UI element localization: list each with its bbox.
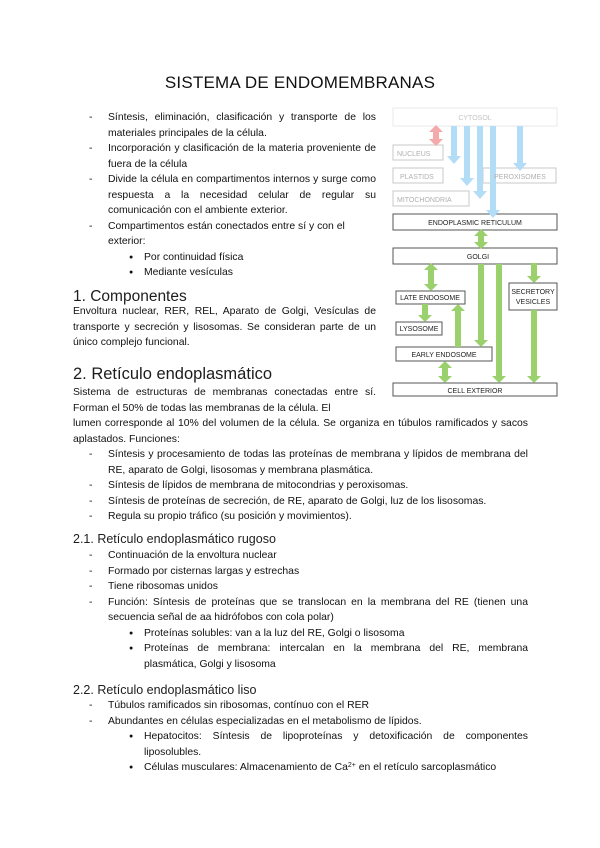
section-body: Sistema de estructuras de membranas conectadas entre sí. Forman el 50% de todas las membranas de la célula. El: [73, 387, 376, 414]
list-item: - Síntesis y procesamiento de todas las proteínas de membrana y lípidos de membrana del RE, aparato de Golgi, lisosomas y membrana plasmática.: [73, 447, 528, 478]
calcium-superscript: 2+: [347, 762, 356, 769]
sub-list-item: ● Por continuidad física: [73, 250, 376, 266]
mitochondria-label: MITOCHONDRIA: [397, 197, 452, 204]
intro-list: [73, 110, 376, 281]
golgi-label: GOLGI: [466, 254, 490, 261]
late-endosome-label: LATE ENDOSOME: [400, 295, 460, 302]
golgi-late-endosome-double-arrow: [424, 263, 438, 291]
green-arrows: [418, 229, 541, 383]
early-endosome-label: EARLY ENDOSOME: [411, 352, 477, 359]
list-item: - Tiene ribosomas unidos: [73, 579, 528, 595]
nucleus-label: NUCLEUS: [397, 151, 431, 158]
golgi-cell-exterior-arrow: [492, 264, 506, 383]
sub-list-item: ● Proteínas solubles: van a la luz del RE, Golgi o lisosoma: [73, 626, 528, 642]
sub-list-item: [73, 760, 528, 776]
cytosol-label: CYTOSOL: [458, 115, 492, 122]
subsection-heading: 2.2. Retículo endoplasmático liso: [73, 683, 257, 697]
function-list: [73, 447, 528, 525]
section-body: Envoltura nuclear, RER, REL, Aparato de Golgi, Vesículas de transporte y secreción y lisosomas. Se consideran parte de un único complejo funcional.: [73, 306, 376, 348]
early-late-endosome-arrow: [451, 304, 465, 347]
cell-exterior-label: CELL EXTERIOR: [447, 388, 503, 395]
exterior-early-endosome-double-arrow: [438, 361, 452, 383]
list-item: - Síntesis de lípidos de membrana de mitocondrias y peroxisomas.: [73, 478, 528, 494]
muscle-text-end: en el retículo sarcoplasmático: [355, 762, 497, 773]
page-title: SISTEMA DE ENDOMEMBRANAS: [164, 73, 436, 92]
list-item: - Función: Síntesis de proteínas que se translocan en la membrana del RE (tienen una secuencia señal de aa hidrófobos con cola polar): [73, 595, 528, 626]
peroxisomes-label: PEROXISOMES: [494, 174, 546, 181]
late-endosome-lysosome-arrow: [418, 304, 432, 322]
list-item: - Compartimentos están conectados entre sí y con el exterior:: [73, 219, 376, 250]
list-item: - Divide la célula en compartimentos internos y surge como respuesta a la necesidad celular de regular su comunicación con el ambiente exterior.: [73, 172, 376, 219]
section-heading: 1. Componentes: [73, 288, 187, 305]
list-item: - Incorporación y clasificación de la materia proveniente de fuera de la célula: [73, 141, 376, 172]
blue-arrows: [447, 126, 527, 218]
subsection-heading: 2.1. Retículo endoplasmático rugoso: [73, 532, 276, 546]
er-label: ENDOPLASMIC RETICULUM: [428, 220, 522, 227]
sub-list-item: ● Hepatocitos: Síntesis de lipoproteínas y detoxificación de componentes liposolubles.: [73, 729, 528, 760]
rel-list: [73, 698, 528, 776]
arrow-to-plastids: [460, 126, 474, 186]
sub-list-item: ● Proteínas de membrana: intercalan en la membrana del RE, membrana plasmática, Golgi y lisosoma: [73, 641, 528, 672]
golgi-secretory-arrow: [527, 263, 541, 283]
list-item: - Abundantes en células especializadas en el metabolismo de lípidos.: [73, 714, 528, 730]
golgi-early-endosome-arrow: [474, 264, 488, 347]
secretory-label-line2: VESICLES: [515, 299, 551, 306]
arrow-to-mitochondria: [473, 126, 487, 199]
list-item: - Síntesis, eliminación, clasificación y transporte de los materiales principales de la célula.: [73, 110, 376, 141]
secretory-label-line1: SECRETORY: [511, 289, 555, 296]
plastids-label: PLASTIDS: [400, 174, 434, 181]
sub-list-item: ● Mediante vesículas: [73, 265, 376, 281]
endomembrane-diagram: [388, 105, 560, 400]
list-item: - Síntesis de proteínas de secreción, de RE, aparato de Golgi, luz de los lisosomas.: [73, 494, 528, 510]
rer-list: [73, 548, 528, 672]
secretory-cell-exterior-arrow: [527, 310, 541, 383]
list-item: - Túbulos ramificados sin ribosomas, contínuo con el RER: [73, 698, 528, 714]
list-item: - Formado por cisternas largas y estrechas: [73, 564, 528, 580]
list-item: - Continuación de la envoltura nuclear: [73, 548, 528, 564]
arrow-to-peroxisomes: [513, 126, 527, 171]
er-golgi-double-arrow: [474, 229, 488, 249]
lysosome-label: LYSOSOME: [399, 326, 439, 333]
pink-double-arrow: [429, 125, 443, 146]
section-body-continued: lumen corresponde al 10% del volumen de la célula. Se organiza en túbulos ramificados y sacos aplastados. Funciones:: [73, 418, 528, 445]
section-heading: 2. Retículo endoplasmático: [73, 365, 273, 383]
muscle-text: Células musculares: Almacenamiento de Ca: [144, 762, 348, 773]
arrow-to-nucleus: [447, 126, 461, 164]
list-item: - Regula su propio tráfico (su posición y movimientos).: [73, 509, 528, 525]
arrow-to-er: [486, 126, 500, 218]
